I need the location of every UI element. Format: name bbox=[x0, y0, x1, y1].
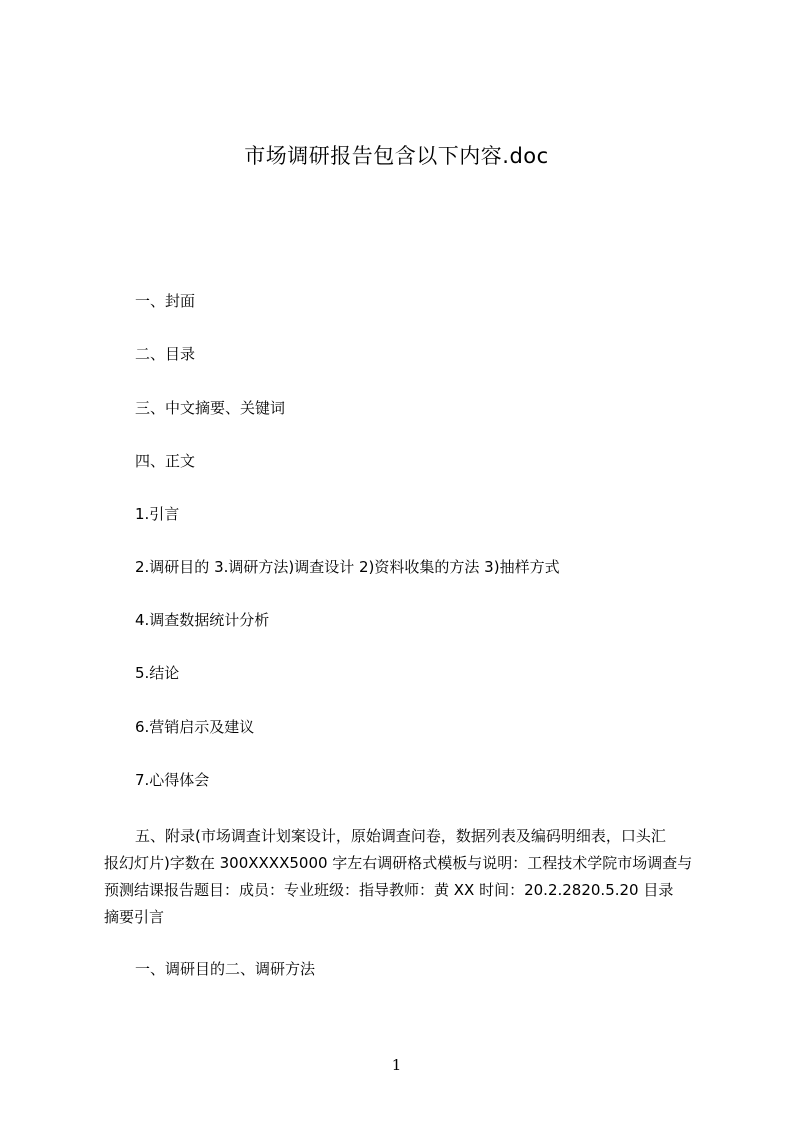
toc-item-cover: 一、封面 bbox=[135, 292, 196, 310]
toc-item-purpose-methods: 2.调研目的 3.调研方法)调查设计 2)资料收集的方法 3)抽样方式 bbox=[135, 558, 560, 576]
toc-item-abstract: 三、中文摘要、关键词 bbox=[135, 399, 286, 417]
toc-item-introduction: 1.引言 bbox=[135, 505, 180, 523]
section-heading: 一、调研目的二、调研方法 bbox=[135, 960, 316, 978]
appendix-paragraph bbox=[104, 823, 714, 931]
toc-item-body: 四、正文 bbox=[135, 452, 196, 470]
toc-item-conclusion: 5.结论 bbox=[135, 664, 180, 682]
page-number: 1 bbox=[391, 1056, 402, 1074]
appendix-line: 摘要引言 bbox=[104, 908, 165, 926]
appendix-line: 五、附录(市场调查计划案设计，原始调查问卷，数据列表及编码明细表，口头汇 bbox=[135, 827, 666, 845]
appendix-line: 报幻灯片)字数在 300XXXX5000 字左右调研格式模板与说明：工程技术学院市场调查与 bbox=[104, 854, 693, 872]
appendix-line: 预测结课报告题目：成员：专业班级：指导教师：黄 XX 时间：20.2.2820.5.20 目录 bbox=[104, 881, 674, 899]
toc-item-data-analysis: 4.调查数据统计分析 bbox=[135, 611, 270, 629]
toc-item-reflections: 7.心得体会 bbox=[135, 771, 210, 789]
toc-item-suggestions: 6.营销启示及建议 bbox=[135, 718, 255, 736]
document-title: 市场调研报告包含以下内容.doc bbox=[244, 144, 549, 168]
toc-item-contents: 二、目录 bbox=[135, 345, 196, 363]
